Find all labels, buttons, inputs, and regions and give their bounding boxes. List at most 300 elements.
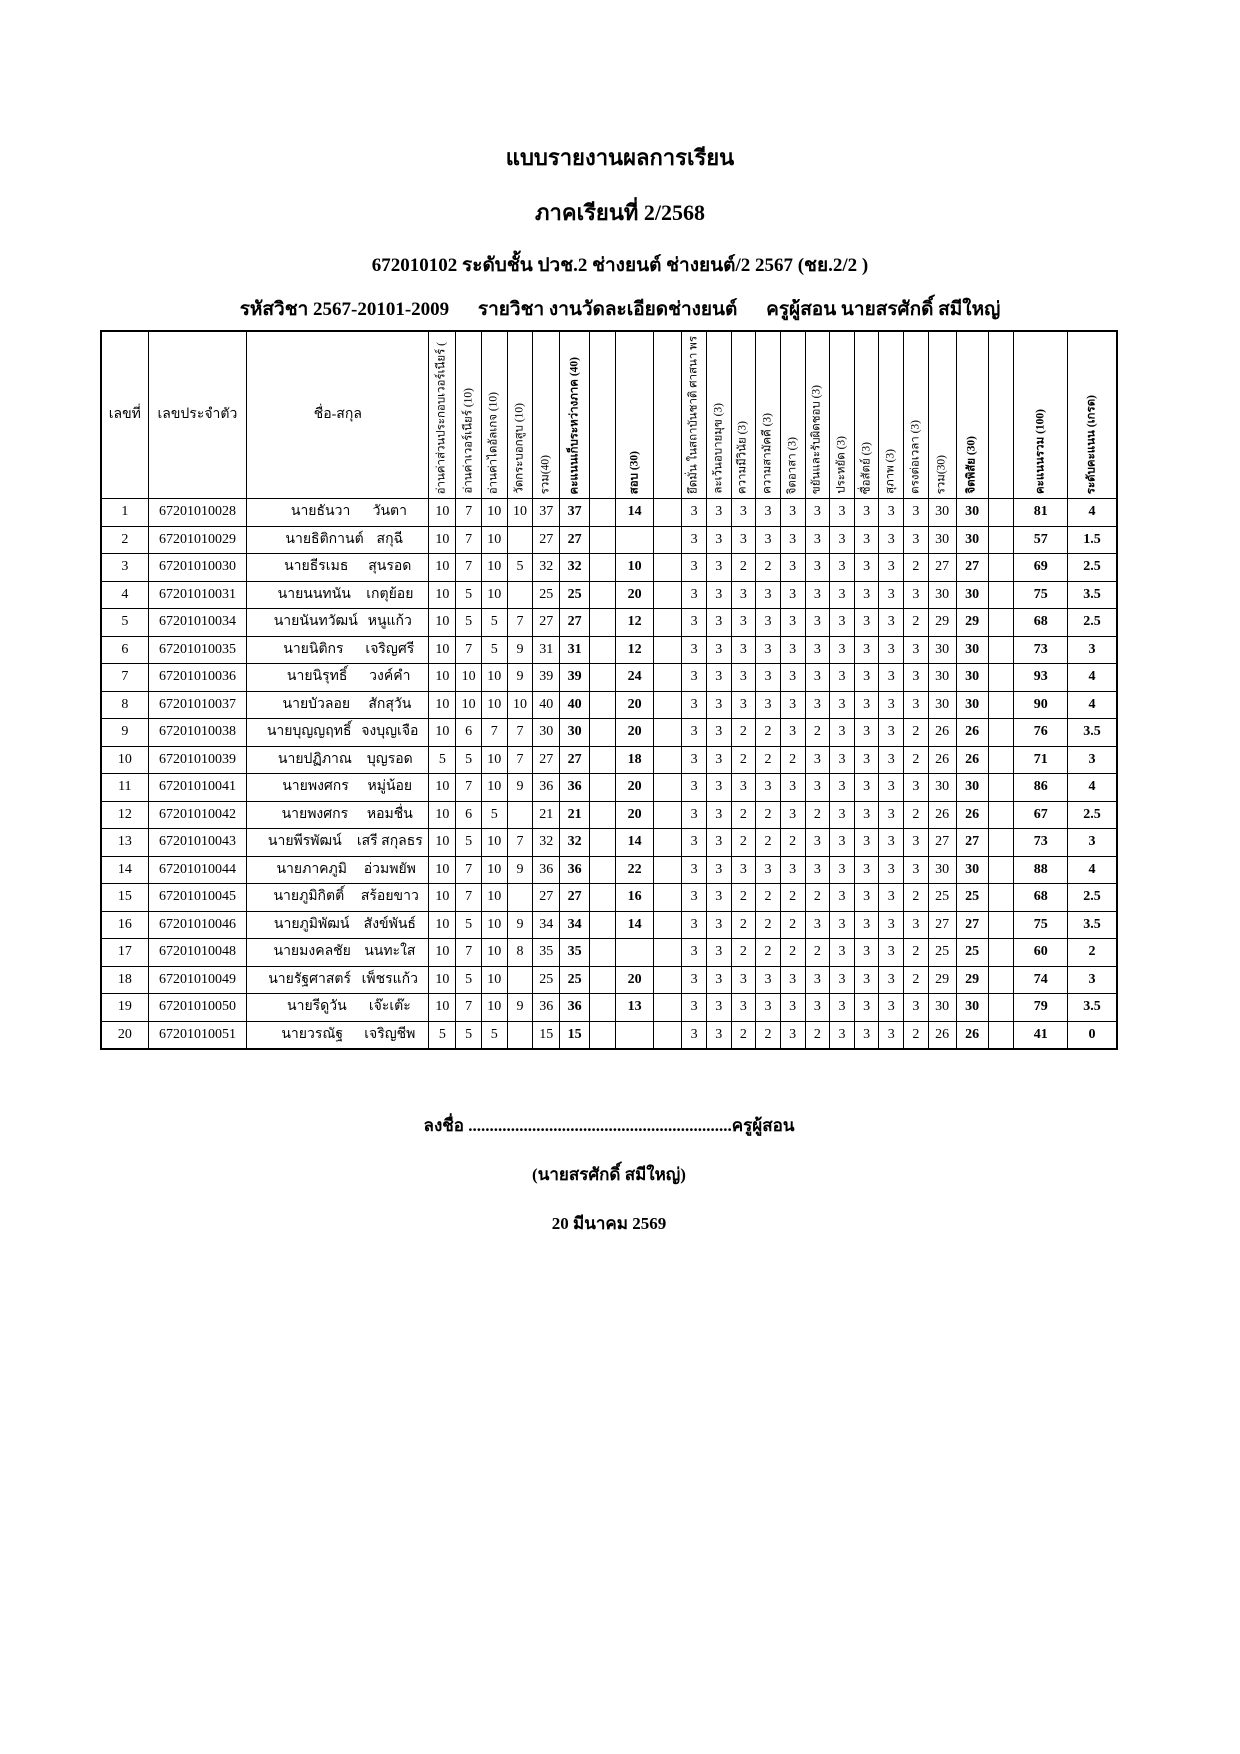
score-cell: 7 [456, 499, 482, 527]
score-cell: 93 [1014, 664, 1068, 692]
score-cell: 3 [904, 856, 929, 884]
score-cell: 14 [615, 499, 654, 527]
score-cell: 3 [780, 554, 805, 582]
score-cell [507, 581, 533, 609]
score-cell [507, 1021, 533, 1049]
score-cell: 3 [805, 554, 830, 582]
row-number-cell: 17 [101, 939, 148, 967]
score-cell: 2 [904, 966, 929, 994]
score-cell: 29 [956, 966, 988, 994]
score-cell: 10 [507, 691, 533, 719]
score-cell: 2 [805, 939, 830, 967]
score-cell: 10 [429, 581, 456, 609]
score-cell: 3 [682, 499, 707, 527]
student-last-name: หมู่น้อย [367, 779, 413, 795]
score-cell: 27 [956, 911, 988, 939]
class-line: 672010102 ระดับชั้น ปวช.2 ช่างยนต์ ช่างยนต์/2 2567 (ชย.2/2 ) [371, 255, 869, 276]
score-cell: 3 [805, 664, 830, 692]
student-last-name: สกุฉี [376, 531, 404, 547]
student-name-cell [247, 939, 429, 967]
student-name-cell [247, 554, 429, 582]
score-cell [590, 856, 616, 884]
score-cell: 3 [904, 526, 929, 554]
student-row [101, 746, 1117, 774]
score-cell: 3 [805, 499, 830, 527]
score-column-label: รวม(40) [539, 454, 552, 494]
row-number-cell: 2 [101, 526, 148, 554]
score-cell [590, 581, 616, 609]
score-column-header-19 [928, 331, 956, 499]
score-cell: 26 [956, 1021, 988, 1049]
score-cell: 3 [706, 719, 731, 747]
score-cell: 3 [682, 691, 707, 719]
score-cell: 3 [706, 966, 731, 994]
student-last-name: เสรี สกุลธร [356, 834, 423, 850]
score-cell: 3 [830, 499, 855, 527]
score-cell: 3 [682, 939, 707, 967]
score-column-label: วัดกระบอกสูบ (10) [513, 403, 526, 494]
score-cell: 3 [854, 994, 879, 1022]
score-cell [590, 939, 616, 967]
score-cell: 29 [928, 966, 956, 994]
student-last-name: เจริญชีพ [364, 1026, 416, 1042]
score-cell: 5 [456, 581, 482, 609]
score-cell: 10 [481, 664, 507, 692]
score-cell: 3 [805, 609, 830, 637]
score-cell: 7 [456, 526, 482, 554]
score-cell: 2 [904, 884, 929, 912]
course-name: รายวิชา งานวัดละเอียดช่างยนต์ [477, 299, 738, 320]
score-cell [988, 829, 1014, 857]
student-name-cell [247, 966, 429, 994]
score-cell: 69 [1014, 554, 1068, 582]
score-cell: 5 [456, 911, 482, 939]
student-row [101, 1021, 1117, 1049]
student-name-cell [247, 911, 429, 939]
score-cell [590, 719, 616, 747]
score-cell: 10 [456, 664, 482, 692]
score-cell: 10 [481, 966, 507, 994]
score-cell: 22 [615, 856, 654, 884]
score-cell: 3 [830, 526, 855, 554]
score-cell: 14 [615, 829, 654, 857]
score-cell: 3 [879, 1021, 904, 1049]
score-cell: 30 [956, 664, 988, 692]
score-cell: 3 [706, 801, 731, 829]
student-id-cell: 67201010030 [148, 554, 247, 582]
score-cell: 3 [879, 774, 904, 802]
score-cell [988, 1021, 1014, 1049]
student-first-name: นายภาคภูมิ [276, 861, 347, 877]
student-name-cell [247, 774, 429, 802]
score-cell: 3 [854, 911, 879, 939]
score-cell: 3 [854, 609, 879, 637]
score-cell: 32 [533, 554, 560, 582]
score-cell [988, 774, 1014, 802]
score-cell: 3 [756, 499, 781, 527]
student-name-cell [247, 746, 429, 774]
score-cell: 10 [429, 636, 456, 664]
score-cell [590, 911, 616, 939]
score-cell: 3 [756, 856, 781, 884]
row-number-cell: 20 [101, 1021, 148, 1049]
score-cell: 7 [456, 884, 482, 912]
score-cell [590, 664, 616, 692]
score-cell: 20 [615, 801, 654, 829]
score-cell: 18 [615, 746, 654, 774]
score-cell: 2 [731, 939, 756, 967]
score-cell: 3 [682, 581, 707, 609]
score-cell: 27 [956, 829, 988, 857]
score-cell: 3 [830, 609, 855, 637]
score-cell: 3 [805, 691, 830, 719]
row-number-cell: 1 [101, 499, 148, 527]
student-last-name: สักสุวัน [368, 696, 412, 712]
score-cell [654, 911, 682, 939]
report-date: 20 มีนาคม 2569 [551, 1214, 667, 1233]
page-title: แบบรายงานผลการเรียน [505, 145, 735, 170]
score-cell: 3 [780, 801, 805, 829]
score-cell: 3 [854, 746, 879, 774]
score-cell: 25 [560, 966, 590, 994]
score-cell: 27 [533, 609, 560, 637]
score-cell: 2 [731, 746, 756, 774]
score-cell: 2 [904, 939, 929, 967]
score-cell: 2 [904, 609, 929, 637]
row-number-cell: 12 [101, 801, 148, 829]
score-cell: 3 [854, 691, 879, 719]
score-cell: 30 [956, 526, 988, 554]
score-cell: 2 [805, 801, 830, 829]
score-cell: 3 [756, 664, 781, 692]
score-cell: 3 [879, 911, 904, 939]
score-cell: 3 [682, 774, 707, 802]
score-cell: 3 [830, 939, 855, 967]
score-cell: 26 [956, 719, 988, 747]
score-cell: 3 [805, 526, 830, 554]
score-cell: 20 [615, 966, 654, 994]
row-number-cell: 19 [101, 994, 148, 1022]
score-cell: 3 [879, 664, 904, 692]
score-cell: 68 [1014, 609, 1068, 637]
student-id-cell: 67201010045 [148, 884, 247, 912]
score-cell [654, 939, 682, 967]
student-last-name: เพ็ชรแก้ว [361, 971, 419, 987]
score-cell: 2 [756, 746, 781, 774]
score-cell: 3 [682, 554, 707, 582]
student-first-name: นายนนทนัน [277, 586, 351, 602]
score-cell: 5 [456, 746, 482, 774]
score-cell [654, 746, 682, 774]
score-cell: 32 [533, 829, 560, 857]
score-column-header-8 [654, 331, 682, 499]
score-cell: 6 [456, 719, 482, 747]
score-cell [988, 856, 1014, 884]
score-cell: 2.5 [1068, 554, 1118, 582]
score-cell: 76 [1014, 719, 1068, 747]
score-cell [590, 801, 616, 829]
score-cell: 3 [879, 691, 904, 719]
score-cell: 3 [879, 636, 904, 664]
student-row [101, 719, 1117, 747]
score-cell: 37 [560, 499, 590, 527]
score-cell [590, 746, 616, 774]
score-column-header-23 [1068, 331, 1118, 499]
score-column-header-13 [780, 331, 805, 499]
score-cell: 30 [956, 774, 988, 802]
score-cell [654, 966, 682, 994]
score-column-header-2 [481, 331, 507, 499]
score-cell: 30 [928, 664, 956, 692]
student-first-name: นายพงศกร [281, 806, 349, 822]
student-name-cell [247, 1021, 429, 1049]
score-cell: 30 [928, 691, 956, 719]
score-cell: 7 [456, 994, 482, 1022]
score-cell: 30 [956, 856, 988, 884]
score-cell: 3 [780, 719, 805, 747]
score-cell: 3 [756, 636, 781, 664]
student-id-cell: 67201010050 [148, 994, 247, 1022]
score-cell [654, 884, 682, 912]
score-cell [590, 609, 616, 637]
student-row [101, 499, 1117, 527]
row-number-cell: 9 [101, 719, 148, 747]
score-cell: 3 [805, 774, 830, 802]
score-column-label: อ่านค่าเวอร์เนียร์ (10) [461, 388, 474, 494]
score-cell: 2 [731, 911, 756, 939]
score-cell: 3 [706, 609, 731, 637]
score-column-label: ประหยัด (3) [835, 436, 848, 494]
student-id-cell: 67201010036 [148, 664, 247, 692]
grade-table [100, 330, 1118, 1050]
score-cell: 10 [429, 526, 456, 554]
score-cell: 3 [756, 609, 781, 637]
row-number-cell: 5 [101, 609, 148, 637]
score-cell [507, 801, 533, 829]
score-cell: 3 [731, 691, 756, 719]
score-cell: 3 [879, 499, 904, 527]
student-id-cell: 67201010028 [148, 499, 247, 527]
student-id-cell: 67201010037 [148, 691, 247, 719]
score-cell: 7 [456, 939, 482, 967]
score-column-header-21 [988, 331, 1014, 499]
score-cell: 3 [830, 664, 855, 692]
score-cell: 3.5 [1068, 994, 1118, 1022]
score-cell: 10 [481, 829, 507, 857]
score-cell [590, 774, 616, 802]
student-id-cell: 67201010042 [148, 801, 247, 829]
score-cell: 2 [904, 554, 929, 582]
score-cell: 10 [429, 664, 456, 692]
student-first-name: นายมงคลชัย [273, 944, 351, 960]
score-cell: 25 [560, 581, 590, 609]
row-number-cell: 13 [101, 829, 148, 857]
score-cell: 41 [1014, 1021, 1068, 1049]
score-cell: 14 [615, 911, 654, 939]
score-cell: 3 [904, 994, 929, 1022]
score-cell: 3 [904, 911, 929, 939]
score-cell [654, 499, 682, 527]
score-cell: 29 [956, 609, 988, 637]
student-row [101, 911, 1117, 939]
semester-line: ภาคเรียนที่ 2/2568 [535, 200, 705, 225]
score-cell: 5 [456, 1021, 482, 1049]
score-cell: 24 [615, 664, 654, 692]
score-cell: 30 [928, 774, 956, 802]
score-cell: 36 [533, 774, 560, 802]
score-cell [988, 884, 1014, 912]
fixed-column-header-0: เลขที่ [101, 331, 148, 499]
student-row [101, 939, 1117, 967]
score-cell: 31 [560, 636, 590, 664]
score-cell: 3.5 [1068, 719, 1118, 747]
score-cell: 5 [481, 1021, 507, 1049]
score-cell: 10 [456, 691, 482, 719]
score-cell: 2 [756, 939, 781, 967]
score-cell: 3 [830, 966, 855, 994]
score-cell: 3 [731, 856, 756, 884]
score-cell: 30 [533, 719, 560, 747]
score-cell: 27 [533, 884, 560, 912]
score-cell: 35 [533, 939, 560, 967]
score-cell: 3 [682, 526, 707, 554]
score-cell [590, 1021, 616, 1049]
score-cell: 9 [507, 664, 533, 692]
score-cell: 73 [1014, 636, 1068, 664]
score-cell: 5 [429, 1021, 456, 1049]
score-cell: 3 [904, 691, 929, 719]
score-cell: 3 [879, 994, 904, 1022]
score-cell: 3 [682, 636, 707, 664]
score-cell: 3 [780, 774, 805, 802]
score-cell: 12 [615, 636, 654, 664]
score-cell: 27 [533, 526, 560, 554]
student-first-name: นายนันทวัฒน์ [273, 614, 358, 630]
score-cell: 3 [682, 609, 707, 637]
course-line [0, 294, 1240, 324]
student-last-name: บุญรอด [366, 751, 413, 767]
score-cell: 10 [481, 856, 507, 884]
score-cell: 3 [780, 609, 805, 637]
score-cell: 4 [1068, 774, 1118, 802]
row-number-cell: 10 [101, 746, 148, 774]
score-cell: 3 [731, 994, 756, 1022]
score-cell [988, 636, 1014, 664]
score-cell [507, 526, 533, 554]
signer-name: (นายสรศักดิ์ สมีใหญ่) [532, 1165, 686, 1184]
score-cell: 2 [731, 829, 756, 857]
signature-block [100, 1112, 1118, 1237]
score-cell: 71 [1014, 746, 1068, 774]
score-cell: 5 [456, 966, 482, 994]
score-cell: 3 [706, 581, 731, 609]
row-number-cell: 15 [101, 884, 148, 912]
score-cell: 3 [706, 884, 731, 912]
score-cell: 15 [560, 1021, 590, 1049]
score-cell [654, 829, 682, 857]
score-cell [654, 856, 682, 884]
score-cell [507, 966, 533, 994]
score-cell: 3 [904, 581, 929, 609]
student-last-name: วันตา [372, 504, 408, 520]
student-last-name: เจ๊ะเต๊ะ [368, 999, 411, 1015]
score-cell: 3 [780, 636, 805, 664]
student-last-name: อ่วมพยัพ [363, 861, 416, 877]
fixed-column-header-1: เลขประจำตัว [148, 331, 247, 499]
student-id-cell: 67201010035 [148, 636, 247, 664]
score-cell: 16 [615, 884, 654, 912]
score-cell: 2 [731, 719, 756, 747]
score-column-header-14 [805, 331, 830, 499]
score-cell: 74 [1014, 966, 1068, 994]
score-cell [590, 526, 616, 554]
student-name-cell [247, 581, 429, 609]
student-first-name: นายภูมิกิตติ์ [273, 889, 345, 905]
score-cell: 2 [805, 1021, 830, 1049]
score-cell [615, 526, 654, 554]
score-cell: 2.5 [1068, 801, 1118, 829]
score-cell: 3 [706, 1021, 731, 1049]
score-cell [590, 554, 616, 582]
score-cell: 2 [756, 801, 781, 829]
score-cell: 3 [780, 856, 805, 884]
score-column-header-9 [682, 331, 707, 499]
score-cell [654, 664, 682, 692]
score-cell: 3 [706, 526, 731, 554]
score-column-label: จิตพิสัย (30) [965, 436, 978, 494]
score-cell: 3 [854, 636, 879, 664]
score-cell: 3 [879, 966, 904, 994]
score-cell: 60 [1014, 939, 1068, 967]
score-cell: 2 [731, 801, 756, 829]
student-name-cell [247, 719, 429, 747]
score-cell: 30 [956, 499, 988, 527]
score-cell: 3 [830, 719, 855, 747]
score-cell: 2.5 [1068, 884, 1118, 912]
score-cell: 36 [533, 856, 560, 884]
score-cell: 3 [904, 636, 929, 664]
score-cell: 10 [481, 526, 507, 554]
score-cell: 27 [560, 526, 590, 554]
score-cell: 13 [615, 994, 654, 1022]
score-column-header-11 [731, 331, 756, 499]
student-row [101, 581, 1117, 609]
score-cell: 10 [481, 554, 507, 582]
title-block [0, 0, 1240, 324]
score-cell: 2 [731, 1021, 756, 1049]
score-cell: 2 [904, 719, 929, 747]
score-cell: 3 [854, 526, 879, 554]
score-column-label: คะแนนเก็บระหว่างภาค (40) [567, 356, 580, 494]
score-cell: 7 [456, 636, 482, 664]
score-column-label: ตรงต่อเวลา (3) [909, 420, 922, 494]
student-name-cell [247, 636, 429, 664]
student-last-name: สุนรอด [368, 559, 412, 575]
score-cell: 9 [507, 994, 533, 1022]
score-cell: 3 [706, 554, 731, 582]
score-cell: 3 [830, 581, 855, 609]
score-cell: 40 [560, 691, 590, 719]
score-column-header-7 [615, 331, 654, 499]
row-number-cell: 7 [101, 664, 148, 692]
score-cell: 21 [560, 801, 590, 829]
score-cell [590, 636, 616, 664]
score-cell [988, 746, 1014, 774]
score-cell: 2 [780, 746, 805, 774]
student-row [101, 526, 1117, 554]
score-column-label: สุภาพ (3) [884, 449, 897, 494]
score-cell: 3 [780, 691, 805, 719]
